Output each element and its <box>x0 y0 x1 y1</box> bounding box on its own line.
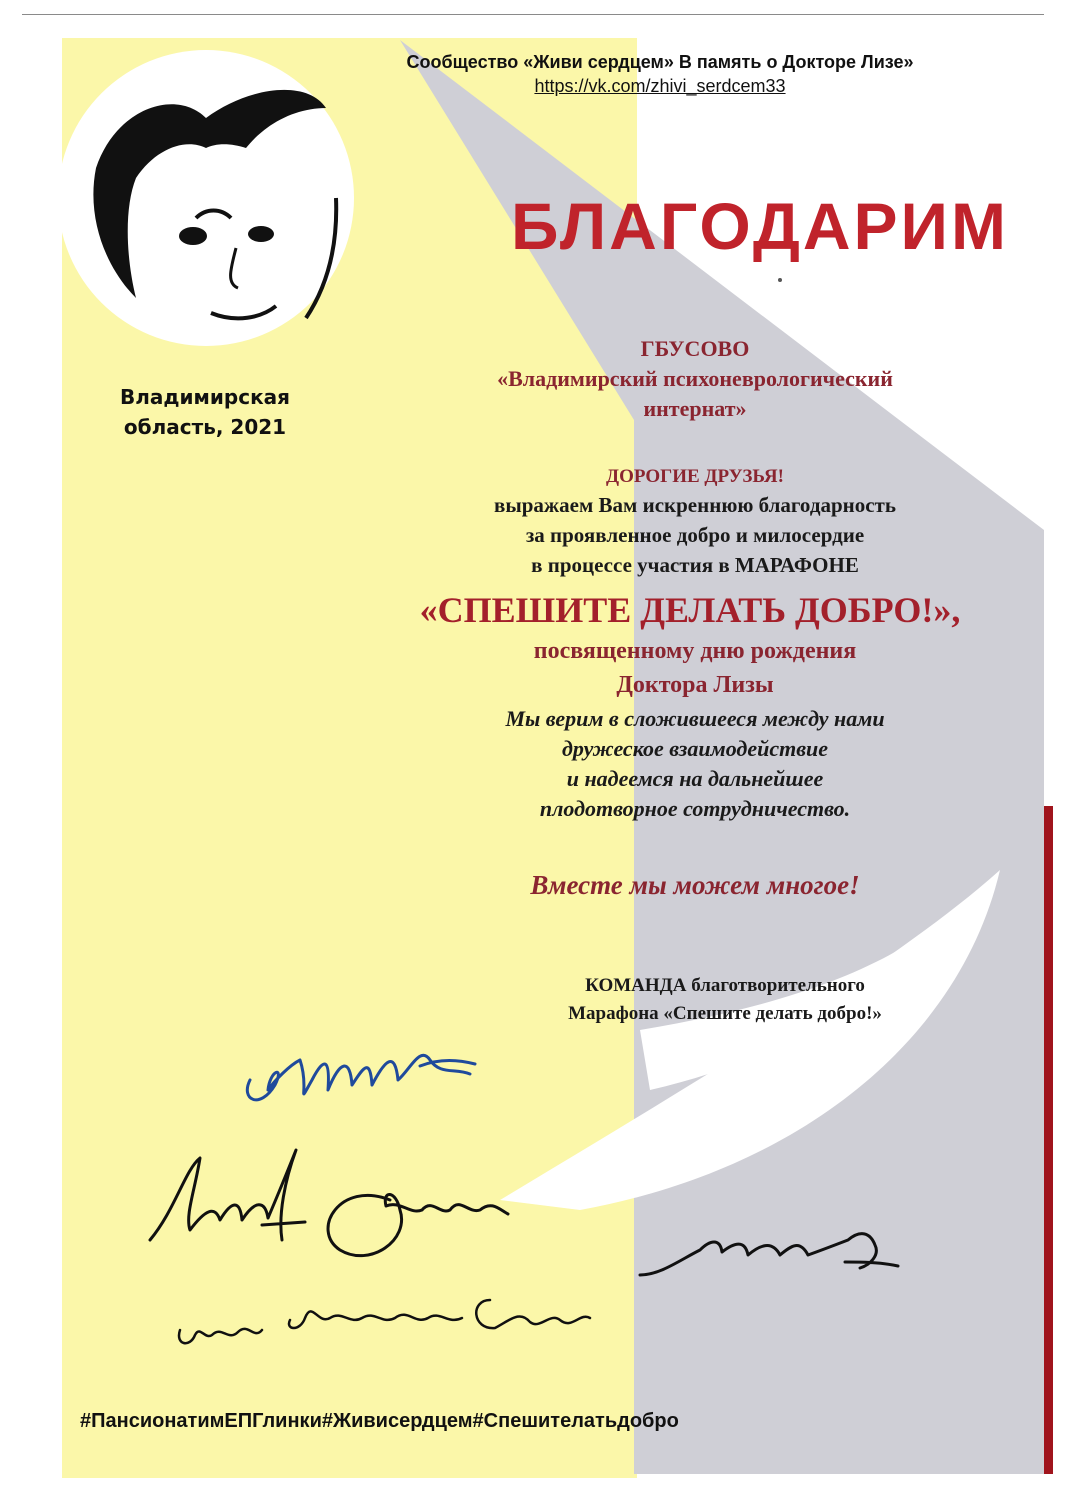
greeting: ДОРОГИЕ ДРУЗЬЯ! <box>606 466 784 487</box>
message-line-2: за проявленное добро и милосердие <box>525 523 865 547</box>
signature-1-bar <box>420 1061 475 1067</box>
community-link[interactable]: https://vk.com/zhivi_serdcem33 <box>534 76 786 96</box>
organization-name-1: «Владимирский психоневрологический <box>497 366 893 391</box>
belief-line-2: дружеское взаимодействие <box>561 736 829 761</box>
belief-line-4: плодотворное сотрудничество. <box>539 796 851 821</box>
team-line-1: КОМАНДА благотворительного <box>585 975 865 996</box>
region-line-1: Владимирская <box>120 385 290 409</box>
organization-name-2: интернат» <box>643 396 747 421</box>
message-line-3: в процессе участия в МАРАФОНЕ <box>531 553 859 577</box>
belief-line-3: и надеемся на дальнейшее <box>566 766 824 791</box>
signature-2 <box>150 1150 305 1240</box>
signature-5-handwritten-name <box>179 1300 590 1343</box>
community-name: Сообщество «Живи сердцем» В память о Докторе Лизе» <box>406 52 914 72</box>
signature-4 <box>640 1234 898 1275</box>
region-line-2: область, 2021 <box>123 415 287 439</box>
belief-line-1: Мы верим в сложившееся между нами <box>505 706 885 731</box>
signature-3 <box>328 1194 508 1255</box>
slogan: Вместе мы можем многое! <box>530 870 860 900</box>
dedication-line-1: посвященному дню рождения <box>533 638 857 664</box>
page-title: БЛАГОДАРИМ <box>511 189 1009 263</box>
hashtags: #ПансионатимЕПГлинки#Живисердцем#Спешителатьдобро <box>80 1410 679 1432</box>
organization-abbr: ГБУСОВО <box>640 336 750 361</box>
team-line-2: Марафона «Спешите делать добро!» <box>568 1003 882 1024</box>
message-line-1: выражаем Вам искреннюю благодарность <box>494 493 896 517</box>
dedication-line-2: Доктора Лизы <box>616 672 774 698</box>
marathon-name: «СПЕШИТЕ ДЕЛАТЬ ДОБРО!», <box>419 590 961 630</box>
